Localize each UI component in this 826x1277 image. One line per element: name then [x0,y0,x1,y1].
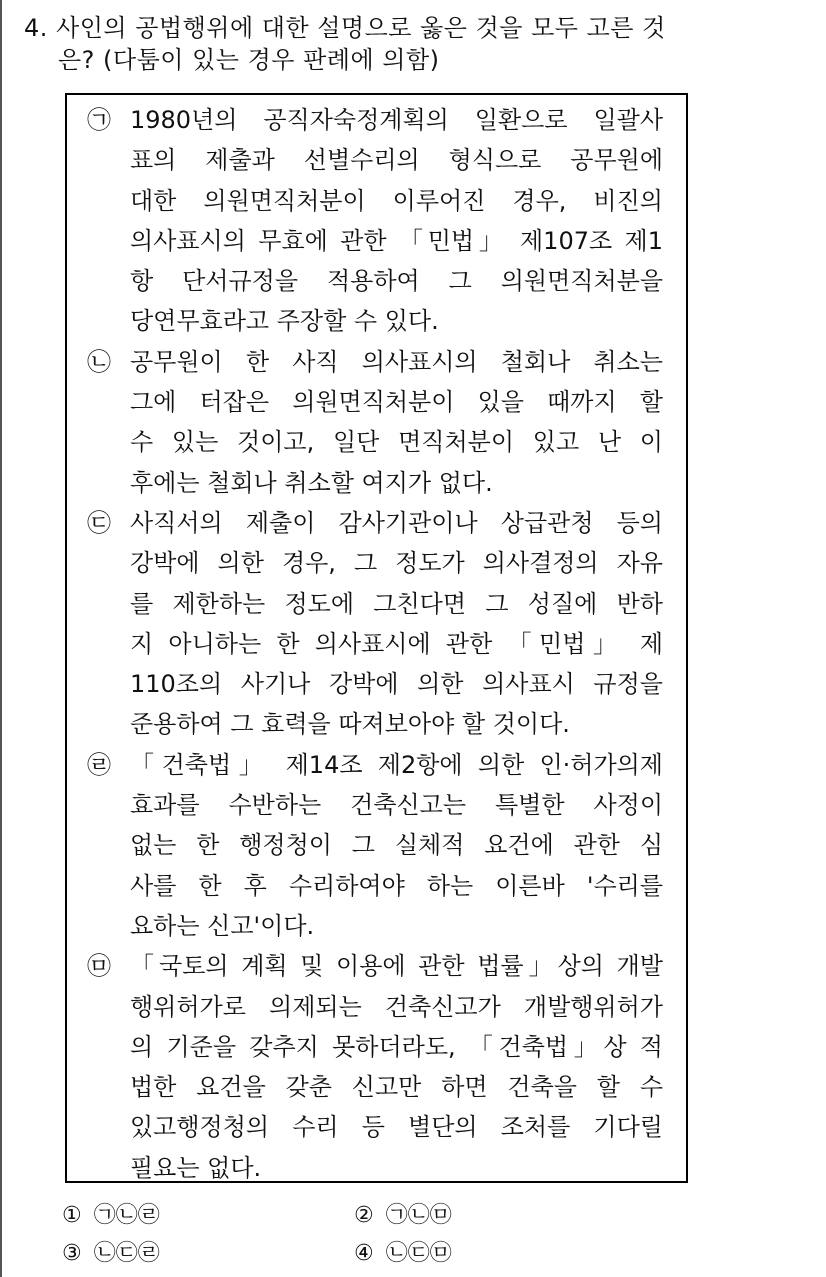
statement-line: 110조의 사기나 강박에 의한 의사표시 규정을 [130,670,663,699]
statement-line: 대한 의원면직처분이 이루어진 경우, 비진의 [130,186,663,215]
statement-line: 항 단서규정을 적용하여 그 의원면직처분을 [130,267,663,296]
statement-line: 사를 한 후 수리하여야 하는 이른바 '수리를 [130,871,663,900]
statement-line: 없는 한 행정청이 그 실체적 요건에 관한 심 [130,831,663,860]
statement-line: 있고행정청의 수리 등 별단의 조처를 기다릴 [130,1113,663,1142]
statement-line: 수 있는 것이고, 일단 면직처분이 있고 난 이 [130,428,663,457]
statement-line: 표의 제출과 선별수리의 형식으로 공무원에 [130,146,663,175]
question-line-2: 은? (다툼이 있는 경우 판례에 의함) [58,46,440,74]
statement-line: 의 기준을 갖추지 못하더라도, 「건축법」상 적 [130,1032,663,1061]
statement-list [87,100,663,1188]
statement-line: 법한 요건을 갖춘 신고만 하면 건축을 할 수 [130,1073,663,1102]
page-left-border [0,0,2,1277]
statement-marker: ㉣ [87,750,111,779]
statement-line: 요하는 신고'이다. [130,911,315,940]
choice-text: ㉡㉢㉤ [385,1241,452,1266]
statement-item [87,100,663,342]
statement-line: 지 아니하는 한 의사표시에 관한 「민법」 제 [130,629,663,658]
statement-line: 사직서의 제출이 감사기관이나 상급관청 등의 [130,508,663,537]
statement-line: 「국토의 계획 및 이용에 관한 법률」상의 개발 [130,952,663,981]
answer-choice-2[interactable] [354,1198,452,1229]
statement-marker: ㉡ [87,347,111,376]
statement-line: 행위허가로 의제되는 건축신고가 개발행위허가 [130,992,663,1021]
statement-line: 효과를 수반하는 건축신고는 특별한 사정이 [130,791,663,820]
statement-line: 후에는 철회나 취소할 여지가 없다. [130,468,493,497]
statement-item [87,503,663,745]
statement-line: 를 제한하는 정도에 그친다면 그 성질에 반하 [130,589,663,618]
choice-number: ③ [62,1241,82,1266]
statement-item [87,342,663,503]
choice-number: ② [354,1203,374,1228]
question-line-1: 4. 사인의 공법행위에 대한 설명으로 옳은 것을 모두 고른 것 [24,14,666,42]
statement-line: 필요는 없다. [130,1153,262,1182]
statement-marker: ㉤ [87,952,111,981]
answer-choice-4[interactable] [354,1236,452,1267]
statement-line: 준용하여 그 효력을 따져보아야 할 것이다. [130,710,570,739]
statement-line: 공무원이 한 사직 의사표시의 철회나 취소는 [130,347,663,376]
choice-text: ㉠㉡㉣ [93,1203,160,1228]
statement-marker: ㉠ [87,106,111,134]
statement-line: 그에 터잡은 의원면직처분이 있을 때까지 할 [130,388,663,417]
question-stem [24,12,666,76]
statement-line: 의사표시의 무효에 관한 「민법」 제107조 제1 [130,226,663,255]
answer-choice-3[interactable] [62,1236,160,1267]
statement-item [87,745,663,946]
choice-text: ㉠㉡㉤ [385,1203,452,1228]
statement-line: 당연무효라고 주장할 수 있다. [130,307,439,336]
statement-item [87,946,663,1188]
choice-text: ㉡㉢㉣ [93,1241,160,1266]
choice-number: ① [62,1203,82,1228]
statement-box [65,93,688,1183]
choice-number: ④ [354,1241,374,1266]
statement-line: 강박에 의한 경우, 그 정도가 의사결정의 자유 [130,549,663,578]
answer-choice-1[interactable] [62,1198,160,1229]
statement-line: 1980년의 공직자숙정계획의 일환으로 일괄사 [130,106,663,134]
statement-marker: ㉢ [87,508,111,537]
statement-line: 「건축법」 제14조 제2항에 의한 인·허가의제 [130,750,663,779]
